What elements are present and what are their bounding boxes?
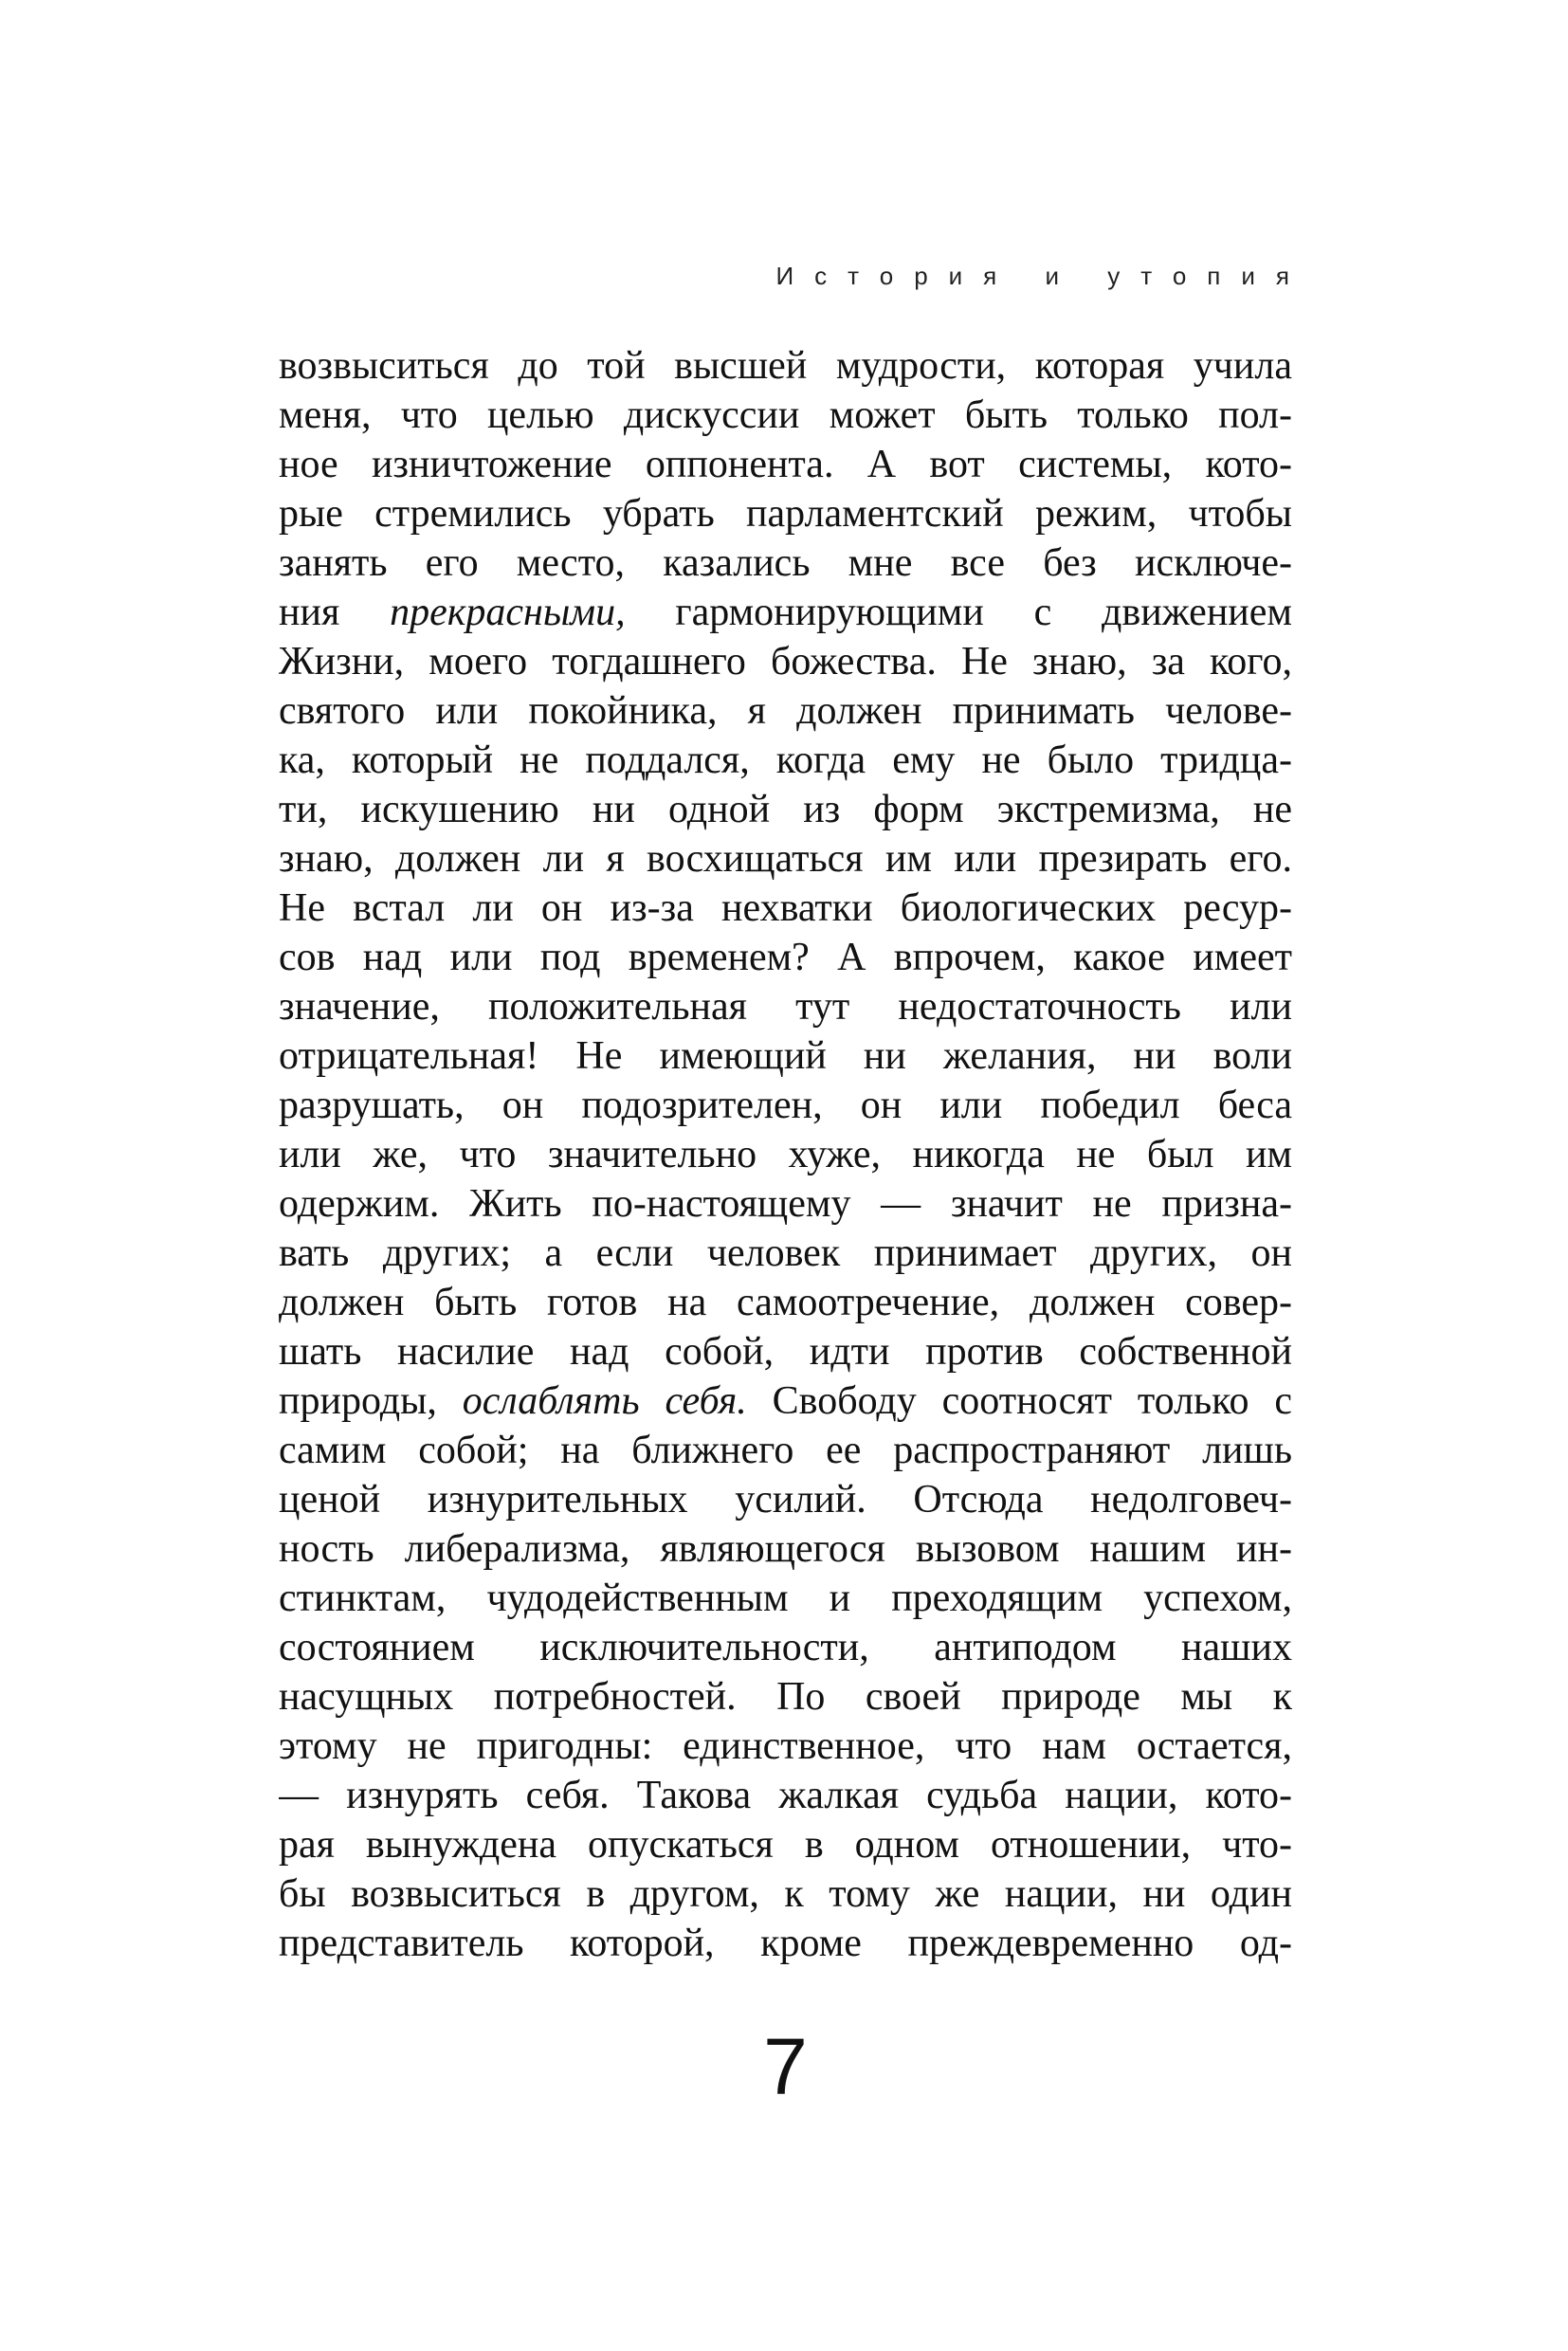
text-line: должен быть готов на самоотречение, должен совер- [279, 1281, 1292, 1324]
text-line: бы возвыситься в другом, к тому же нации, ни один [279, 1872, 1292, 1916]
text-line: отрицательная! Не имеющий ни желания, ни воли [279, 1034, 1292, 1078]
page-number: 7 [763, 2022, 808, 2111]
text-line [279, 588, 1292, 637]
text-line: представитель которой, кроме преждевременно од- [279, 1922, 1292, 1965]
text-line: состоянием исключительности, антиподом наших [279, 1626, 1292, 1669]
text-line: насущных потребностей. По своей природе мы к [279, 1675, 1292, 1719]
text-line: одержим. Жить по-настоящему — значит не призна- [279, 1182, 1292, 1226]
text-line: ка, который не поддался, когда ему не было тридца- [279, 738, 1292, 782]
emphasized-text: ослаблять себя. [462, 1379, 747, 1423]
text-line: рые стремились убрать парламентский режим, чтобы [279, 492, 1292, 536]
text-line: самим собой; на ближнего ее распространяют лишь [279, 1429, 1292, 1472]
text-line: знаю, должен ли я восхищаться им или презирать его. [279, 837, 1292, 881]
text-line [279, 1376, 1292, 1426]
text-line: шать насилие над собой, идти против собственной [279, 1330, 1292, 1374]
text-line: стинктам, чудодейственным и преходящим успехом, [279, 1576, 1292, 1620]
text-line: — изнурять себя. Такова жалкая судьба нации, кото- [279, 1774, 1292, 1817]
text-line: святого или покойника, я должен принимать челове- [279, 689, 1292, 733]
running-header: История и утопия [775, 262, 1310, 290]
text-segment: природы, [279, 1379, 463, 1423]
text-line: ти, искушению ни одной из форм экстремизма, не [279, 788, 1292, 831]
text-segment: ния [279, 591, 391, 634]
text-line: сов над или под временем? А впрочем, какое имеет [279, 936, 1292, 979]
text-line: разрушать, он подозрителен, он или победил беса [279, 1084, 1292, 1127]
text-line: рая вынуждена опускаться в одном отношении, что- [279, 1823, 1292, 1867]
text-line: ценой изнурительных усилий. Отсюда недолговеч- [279, 1478, 1292, 1522]
text-line: возвыситься до той высшей мудрости, которая учила [279, 344, 1292, 388]
text-line: ность либерализма, являющегося вызовом нашим ин- [279, 1527, 1292, 1571]
text-line: Жизни, моего тогдашнего божества. Не знаю, за кого, [279, 640, 1292, 683]
text-line: ное изничтожение оппонента. А вот системы, кото- [279, 443, 1292, 486]
text-line: занять его место, казались мне все без исключе- [279, 541, 1292, 585]
text-line: или же, что значительно хуже, никогда не был им [279, 1133, 1292, 1176]
text-segment: Свободу соотносят только с [746, 1379, 1292, 1423]
text-segment: гармонирующими с движением [625, 591, 1292, 634]
text-line: этому не пригодны: единственное, что нам остается, [279, 1724, 1292, 1768]
body-text [279, 341, 1292, 1968]
text-line: значение, положительная тут недостаточность или [279, 985, 1292, 1029]
text-line: меня, что целью дискуссии может быть только пол- [279, 393, 1292, 437]
text-line: вать других; а если человек принимает других, он [279, 1231, 1292, 1275]
emphasized-text: прекрасными, [390, 591, 626, 634]
text-line: Не встал ли он из-за нехватки биологических ресур- [279, 886, 1292, 930]
